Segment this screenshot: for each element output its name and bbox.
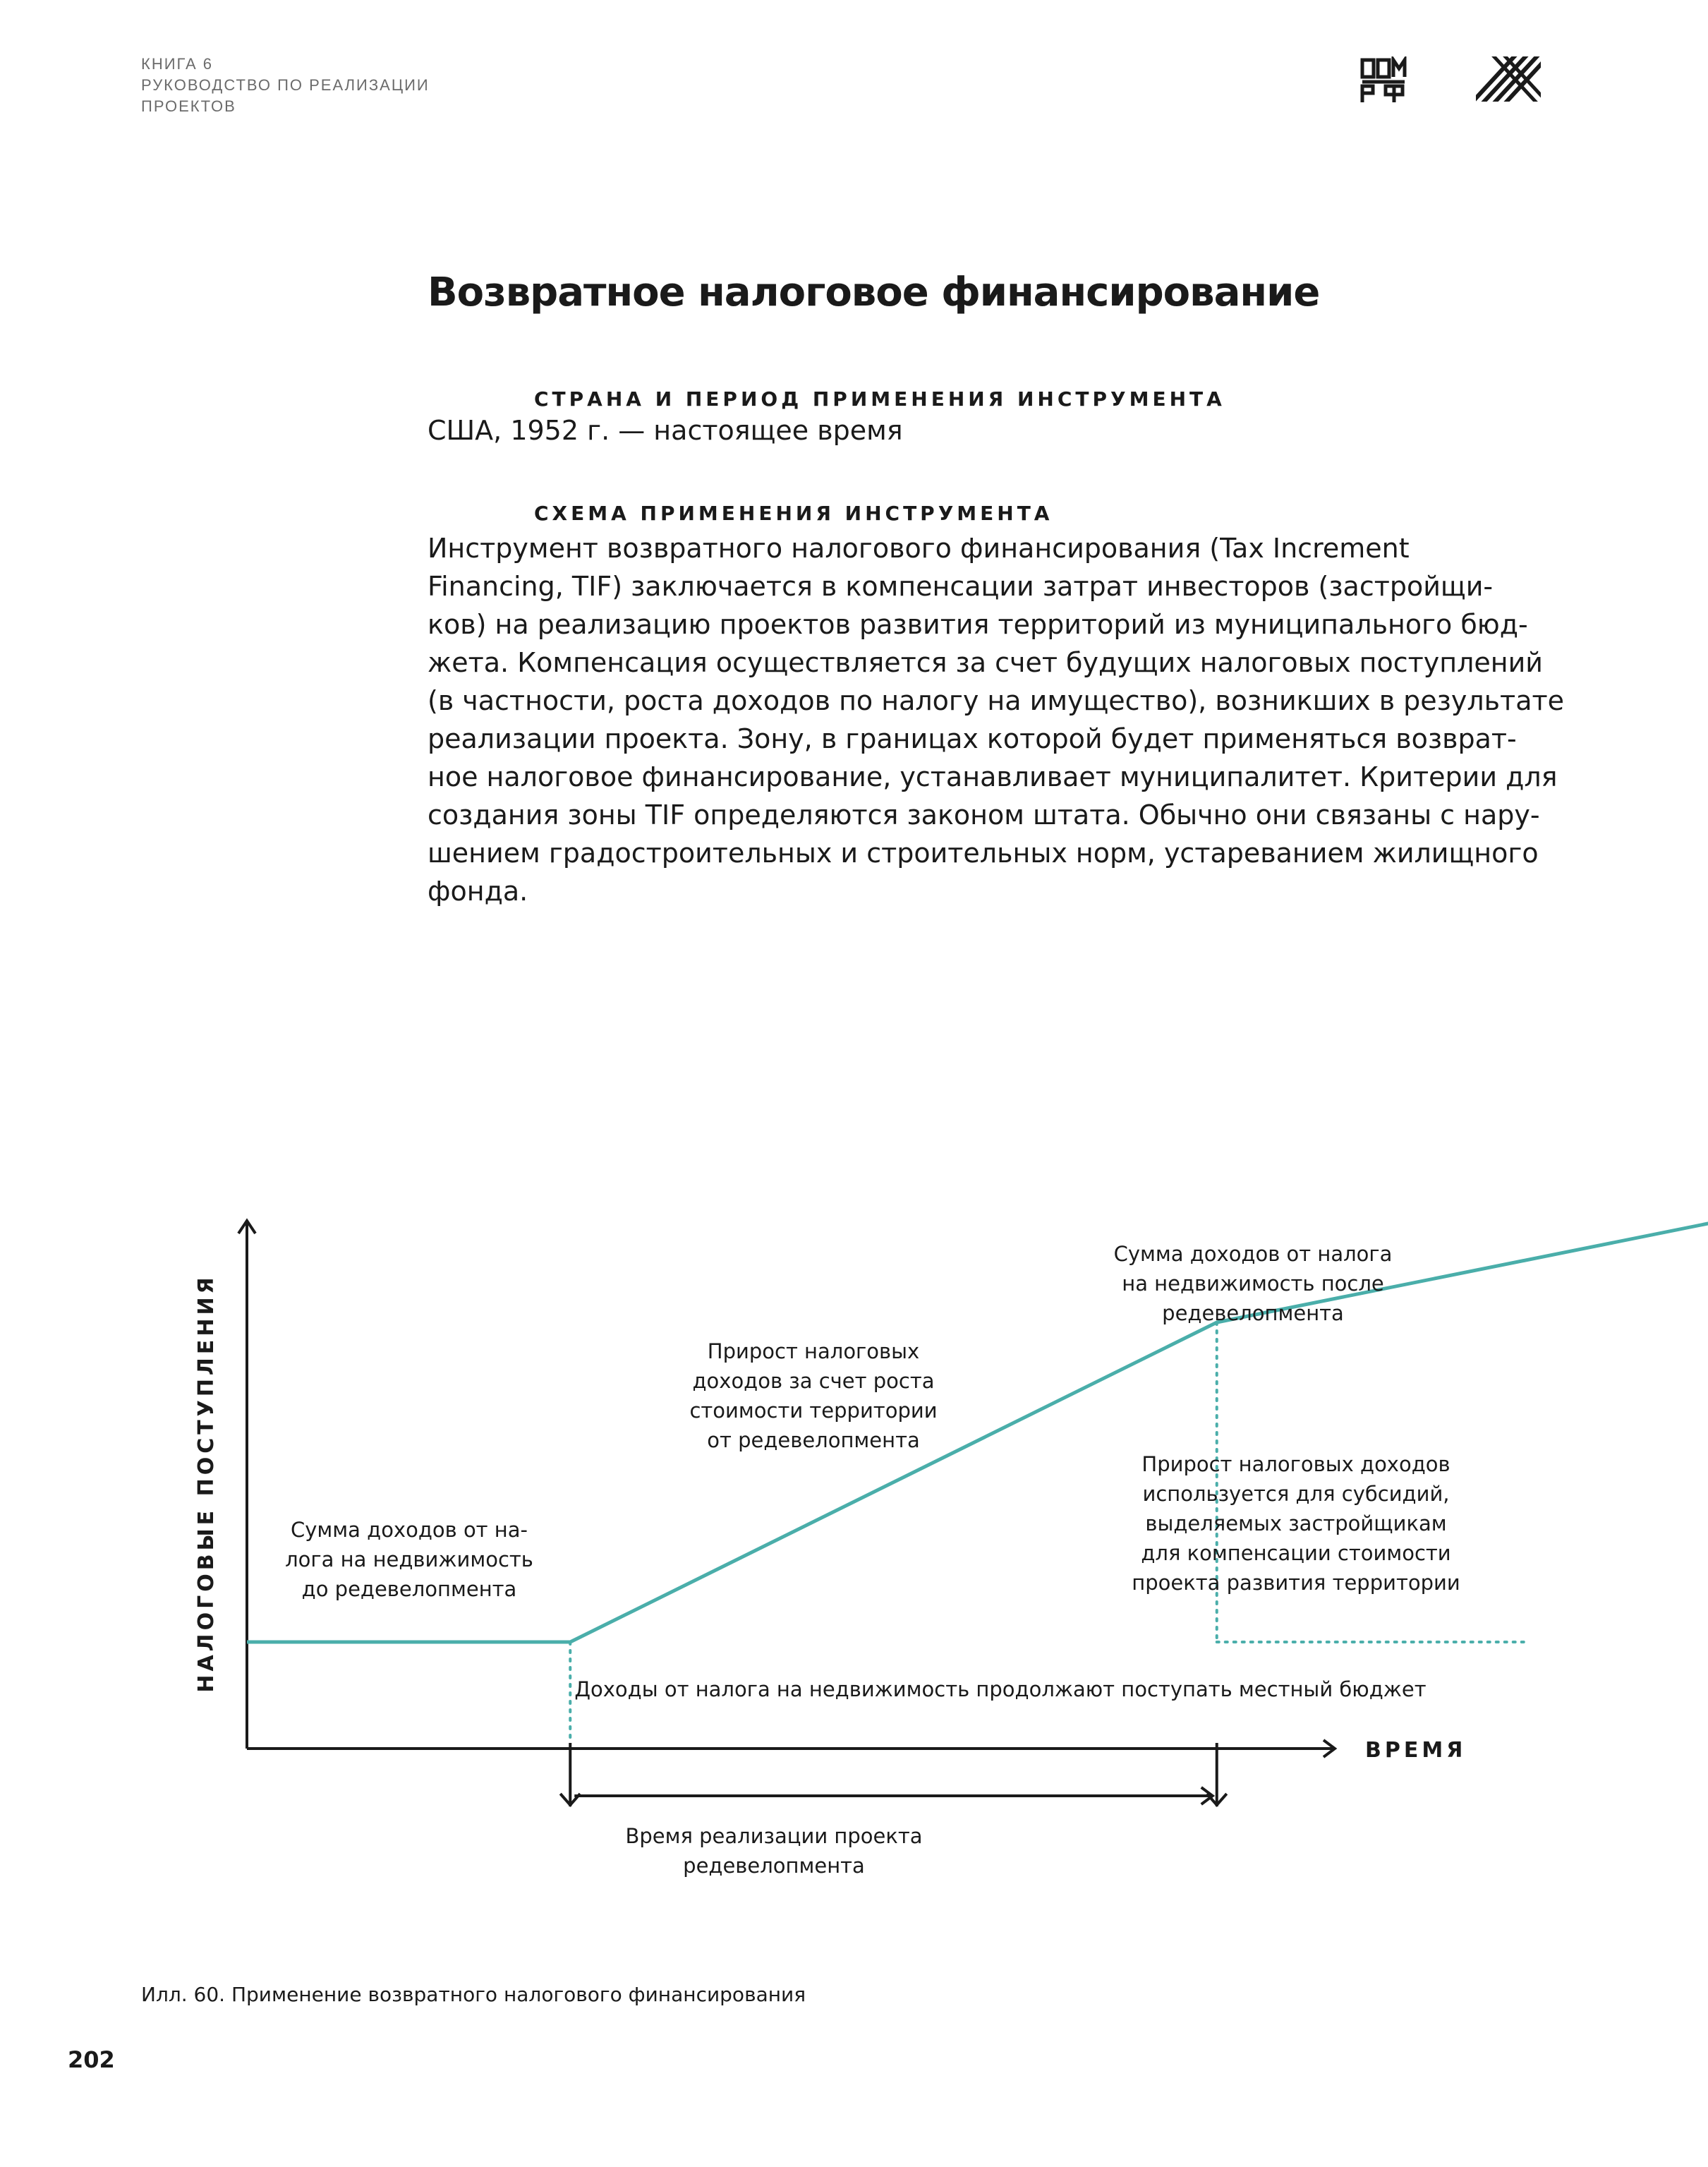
annotation-tax-increment-line: Прирост налоговых [707, 1339, 920, 1363]
body-line: создания зоны TIF определяются законом штата. Обычно они связаны с нару- [428, 799, 1540, 831]
x-axis-label: ВРЕМЯ [1365, 1738, 1467, 1763]
body-line: жета. Компенсация осуществляется за счет будущих налоговых поступлений [428, 647, 1544, 678]
annotation-after-redevelopment [1114, 1242, 1393, 1325]
y-axis-label: НАЛОГОВЫЕ ПОСТУПЛЕНИЯ [194, 1274, 219, 1693]
annotation-local-budget-line: Доходы от налога на недвижимость продолжают поступать местный бюджет [574, 1677, 1427, 1701]
annotation-subsidy-line: используется для субсидий, [1142, 1482, 1450, 1506]
annotation-before-redevelopment-line: лога на недвижимость [285, 1547, 533, 1571]
annotation-after-redevelopment-line: Сумма доходов от налога [1113, 1242, 1393, 1266]
annotation-after-redevelopment-line: на недвижимость после [1122, 1272, 1384, 1296]
body-line: Financing, TIF) заключается в компенсации затрат инвесторов (застройщи- [428, 571, 1494, 602]
annotation-before-redevelopment-line: Сумма доходов от на- [290, 1518, 528, 1542]
annotation-subsidy [1132, 1452, 1460, 1595]
annotation-subsidy-line: для компенсации стоимости [1141, 1541, 1451, 1565]
running-head-line: РУКОВОДСТВО ПО РЕАЛИЗАЦИИ [141, 76, 430, 94]
annotation-subsidy-line: проекта развития территории [1132, 1571, 1460, 1595]
annotation-tax-increment-line: стоимости территории [689, 1399, 938, 1423]
running-head-line: КНИГА 6 [141, 55, 213, 73]
body-line: ков) на реализацию проектов развития территорий из муниципального бюд- [428, 609, 1528, 640]
page-number: 202 [68, 2046, 115, 2073]
annotation-project-time-line: Время реализации проекта [625, 1824, 923, 1848]
annotation-local-budget [574, 1677, 1426, 1701]
annotation-subsidy-line: Прирост налоговых доходов [1141, 1452, 1450, 1476]
annotation-project-time-line: редевелопмента [683, 1854, 865, 1878]
body-line: (в частности, роста доходов по налогу на имущество), возникших в результате [428, 685, 1564, 716]
article-title: Возвратное налоговое финансирование [428, 270, 1320, 315]
annotation-after-redevelopment-line: редевелопмента [1162, 1301, 1344, 1325]
annotation-tax-increment-line: доходов за счет роста [692, 1369, 935, 1393]
running-head-line: ПРОЕКТОВ [141, 97, 236, 115]
annotation-tax-increment-line: от редевелопмента [707, 1428, 920, 1452]
annotation-subsidy-line: выделяемых застройщикам [1145, 1511, 1447, 1535]
figure-caption: Илл. 60. Применение возвратного налогового финансирования [141, 1983, 806, 2006]
annotation-project-time [625, 1824, 922, 1878]
scheme-label: СХЕМА ПРИМЕНЕНИЯ ИНСТРУМЕНТА [534, 502, 1053, 525]
body-line: реализации проекта. Зону, в границах которой будет применяться возврат- [428, 723, 1517, 754]
country-period-value: США, 1952 г. — настоящее время [428, 415, 903, 446]
country-period-label: СТРАНА И ПЕРИОД ПРИМЕНЕНИЯ ИНСТРУМЕНТА [534, 387, 1225, 411]
body-line: шением градостроительных и строительных норм, устареванием жилищного [428, 838, 1539, 869]
body-line: Инструмент возвратного налогового финансирования (Tax Increment [428, 533, 1410, 564]
annotation-before-redevelopment [285, 1518, 533, 1601]
annotation-before-redevelopment-line: до редевелопмента [301, 1577, 517, 1601]
annotation-tax-increment [689, 1339, 937, 1452]
body-line: фонда. [428, 876, 528, 907]
body-line: ное налоговое финансирование, устанавливает муниципалитет. Критерии для [428, 761, 1558, 792]
